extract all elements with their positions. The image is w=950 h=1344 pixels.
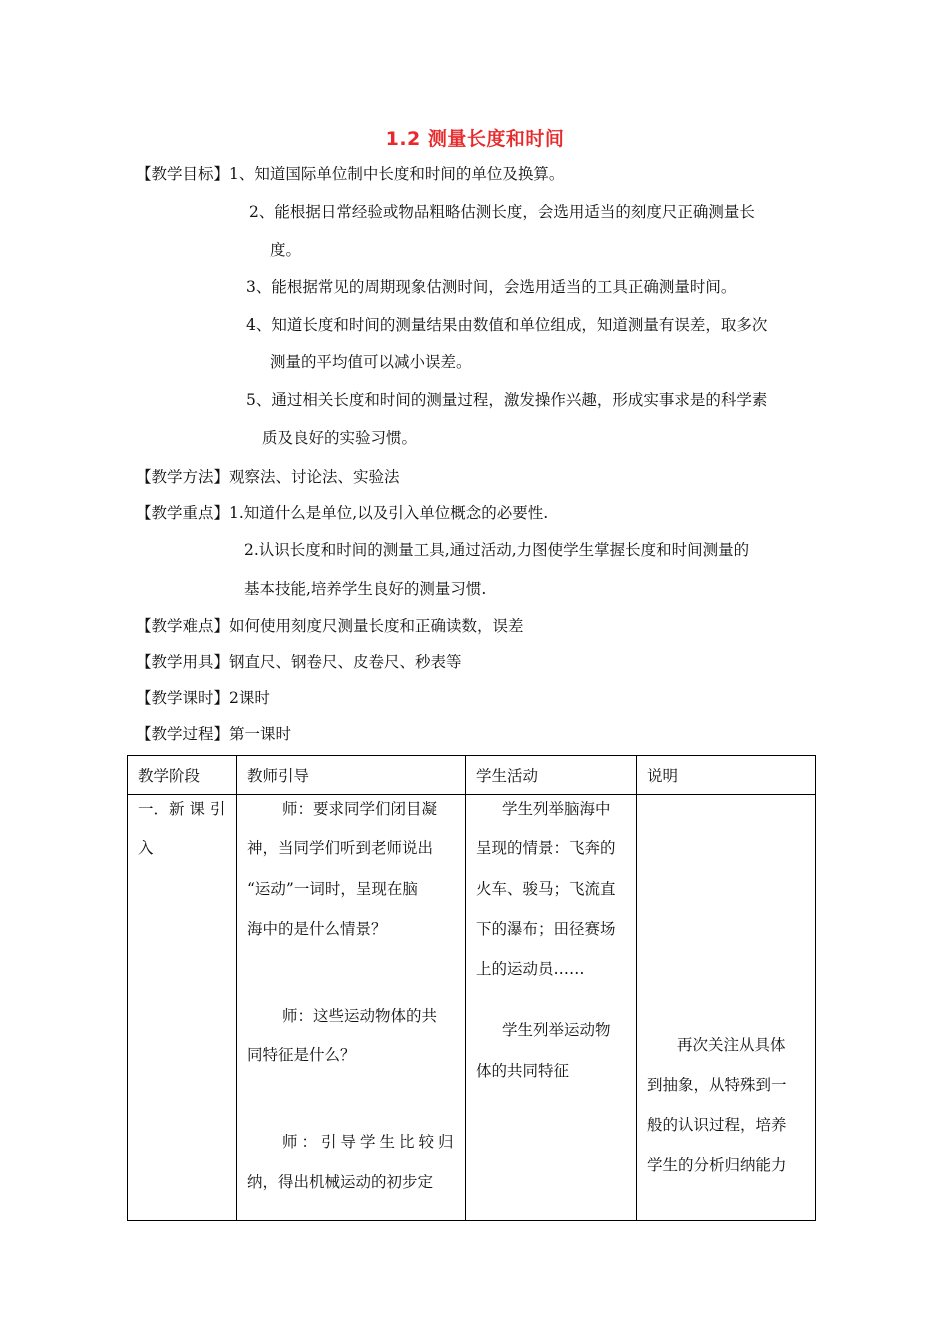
objective-item-2-line1: 2、能根据日常经验或物品粗略估测长度，会选用适当的刻度尺正确测量长 xyxy=(249,203,755,221)
student-line-4: 下的瀑布；田径赛场 xyxy=(476,920,616,938)
teacher-line-2: 神，当同学们听到老师说出 xyxy=(247,839,434,857)
teacher-line-5: 师：这些运动物体的共 xyxy=(282,1007,438,1025)
header-cell-teacher xyxy=(237,756,466,795)
objective-item-5-line2: 质及良好的实验习惯。 xyxy=(262,429,418,447)
header-teacher-label: 教师引导 xyxy=(247,767,310,785)
methods-row xyxy=(136,467,400,487)
process-text: 第一课时 xyxy=(229,725,292,743)
header-cell-student xyxy=(466,756,637,795)
tools-row xyxy=(136,652,462,672)
stage-line-1: 一．新 课 引 xyxy=(138,800,226,818)
key-points-row xyxy=(136,503,548,523)
teacher-cell xyxy=(237,795,466,1221)
teacher-line-1: 师：要求同学们闭目凝 xyxy=(282,800,438,818)
difficulties-label: 【教学难点】 xyxy=(136,617,230,635)
table-row xyxy=(128,795,816,1221)
objective-item-5-line1: 5、通过相关长度和时间的测量过程，激发操作兴趣，形成实事求是的科学素 xyxy=(246,391,768,409)
key-point-2-line2: 基本技能,培养学生良好的测量习惯. xyxy=(244,580,487,598)
student-line-3: 火车、骏马；飞流直 xyxy=(476,880,616,898)
objective-item-3: 3、能根据常见的周期现象估测时间，会选用适当的工具正确测量时间。 xyxy=(246,278,737,296)
header-note-label: 说明 xyxy=(647,767,679,785)
objective-item-2-line2: 度。 xyxy=(270,241,302,259)
key-point-1: 1.知道什么是单位,以及引入单位概念的必要性. xyxy=(229,504,549,522)
table-header-row xyxy=(128,756,816,795)
methods-text: 观察法、讨论法、实验法 xyxy=(229,468,400,486)
periods-label: 【教学课时】 xyxy=(136,689,230,707)
student-line-6: 学生列举运动物 xyxy=(502,1021,611,1039)
document-title: 1.2 测量长度和时间 xyxy=(385,128,565,150)
student-line-5: 上的运动员…… xyxy=(476,960,585,978)
process-label: 【教学过程】 xyxy=(136,725,230,743)
note-cell xyxy=(637,795,816,1221)
student-line-1: 学生列举脑海中 xyxy=(502,800,611,818)
teacher-line-8: 纳，得出机械运动的初步定 xyxy=(247,1173,434,1191)
stage-line-2: 入 xyxy=(138,839,154,857)
note-line-3: 般的认识过程，培养 xyxy=(647,1116,787,1134)
teacher-line-4: 海中的是什么情景？ xyxy=(247,920,387,938)
objectives-label: 【教学目标】 xyxy=(136,165,230,183)
difficulties-text: 如何使用刻度尺测量长度和正确读数，误差 xyxy=(229,617,524,635)
objective-item-4-line1: 4、知道长度和时间的测量结果由数值和单位组成，知道测量有误差，取多次 xyxy=(246,316,768,334)
header-cell-note xyxy=(637,756,816,795)
teacher-line-3: “运动”一词时，呈现在脑 xyxy=(247,880,418,898)
teacher-line-7: 师：引导学生比较归 xyxy=(282,1133,458,1151)
header-stage-label: 教学阶段 xyxy=(138,767,201,785)
key-points-label: 【教学重点】 xyxy=(136,504,230,522)
teacher-line-6: 同特征是什么？ xyxy=(247,1046,356,1064)
objectives-row xyxy=(136,164,564,184)
periods-row xyxy=(136,688,270,708)
header-student-label: 学生活动 xyxy=(476,767,539,785)
student-line-2: 呈现的情景：飞奔的 xyxy=(476,839,616,857)
periods-text: 2课时 xyxy=(229,689,270,707)
stage-cell xyxy=(128,795,237,1221)
header-cell-stage xyxy=(128,756,237,795)
student-cell xyxy=(466,795,637,1221)
objective-item-1: 1、知道国际单位制中长度和时间的单位及换算。 xyxy=(229,165,565,183)
process-table xyxy=(127,755,816,1221)
tools-label: 【教学用具】 xyxy=(136,653,230,671)
tools-text: 钢直尺、钢卷尺、皮卷尺、秒表等 xyxy=(229,653,462,671)
note-line-1: 再次关注从具体 xyxy=(677,1036,786,1054)
difficulties-row xyxy=(136,616,524,636)
note-line-4: 学生的分析归纳能力 xyxy=(647,1156,787,1174)
note-line-2: 到抽象，从特殊到一 xyxy=(647,1076,787,1094)
objective-item-4-line2: 测量的平均值可以减小误差。 xyxy=(270,353,472,371)
key-point-2-line1: 2.认识长度和时间的测量工具,通过活动,力图使学生掌握长度和时间测量的 xyxy=(244,541,750,559)
methods-label: 【教学方法】 xyxy=(136,468,230,486)
process-row xyxy=(136,724,291,744)
student-line-7: 体的共同特征 xyxy=(476,1062,570,1080)
